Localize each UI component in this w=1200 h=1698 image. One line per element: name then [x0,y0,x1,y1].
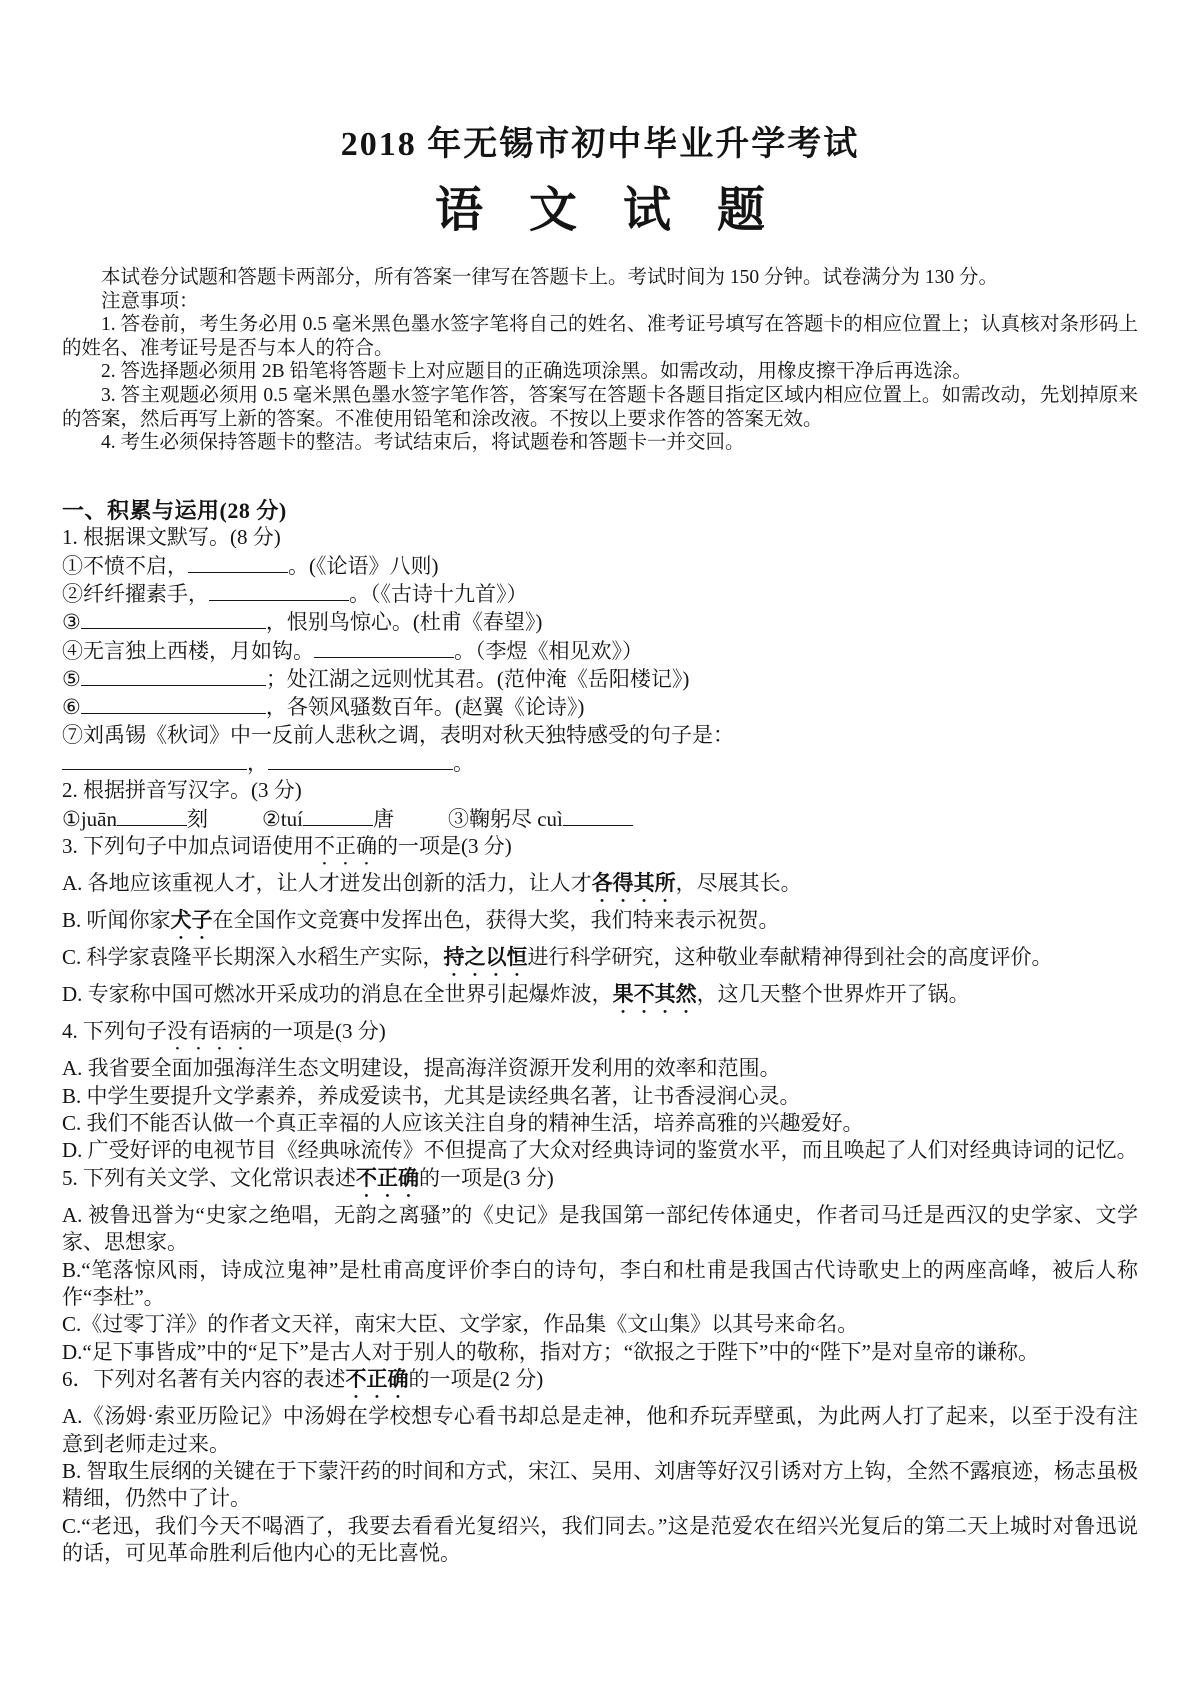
q4-prompt-pre: 4. 下列句子 [62,1019,167,1044]
q6-prompt-post: 的一项是(2 分) [408,1367,544,1392]
q3-option-d-post: ，这几天整个世界炸开了锅。 [696,982,970,1007]
note-item-2: 2. 答选择题必须用 2B 铅笔将答题卡上对应题目的正确选项涂黑。如需改动，用橡皮擦干净后再选涂。 [101,361,973,383]
q2-item-2-pinyin: ②tuí [261,806,303,831]
q2-item-1-char: 刻 [186,806,208,831]
q3-option-c-pre: C. 科学家袁隆平长期深入水稻生产实际， [62,945,444,970]
q3-option-d [62,981,1138,1018]
q3-prompt-emphasis: 不正确 [314,834,377,859]
q5-prompt [62,1165,1138,1202]
q6-option-b: B. 智取生辰纲的关键在于下蒙汗药的时间和方式，宋江、吴用、刘唐等好汉引诱对方上钩，全然不露痕迹，杨志虽极精细，仍然中了计。 [62,1459,1138,1511]
q5-prompt-emphasis: 不正确 [356,1165,419,1190]
q1-item-7: ⑦刘禹锡《秋词》中一反前人悲秋之调，表明对秋天独特感受的句子是： [62,722,734,747]
exam-summary: 本试卷分试题和答题卡两部分，所有答案一律写在答题卡上。考试时间为 150 分钟。试卷满分为 130 分。 [101,267,999,288]
exam-title: 2018 年无锡市初中毕业升学考试 [340,126,860,163]
q5-prompt-post: 的一项是(3 分) [419,1165,554,1190]
q3-option-b [62,907,1138,944]
q1-item-4 [62,637,1138,665]
section-heading: 一、积累与运用(28 分) [62,497,287,523]
q3-prompt-post: 的一项是(3 分) [377,834,512,859]
section-1 [62,497,1138,1568]
q5-option-b: B.“笔落惊风雨，诗成泣鬼神”是杜甫高度评价李白的诗句，李白和杜甫是我国古代诗歌史上的两座高峰，被后人称作“李杜”。 [62,1257,1138,1309]
q3-option-c-post: 进行科学研究，这种敬业奉献精神得到社会的高度评价。 [527,945,1053,970]
q1-item-3 [62,608,1138,636]
q4-option-d: D. 广受好评的电视节目《经典咏流传》不但提高了大众对经典诗词的鉴赏水平，而且唤起了人们对经典诗词的记忆。 [62,1138,1138,1163]
q3-option-b-emphasis: 犬子 [170,908,213,933]
answer-blank [81,665,266,686]
q1-item-7-period: 。 [453,750,474,775]
q1-item-6-num: ⑥ [62,695,81,720]
q6-option-c: C.“老迅，我们今天不喝酒了，我要去看看光复绍兴，我们同去。”这是范爱农在绍兴光复后的第二天上城时对鲁迅说的话，可见革命胜利后他内心的无比喜悦。 [62,1513,1138,1566]
q3-option-a-emphasis: 各得其所 [591,871,676,896]
answer-blank [62,749,247,770]
answer-blank [81,608,266,629]
q3-option-a-pre: A. 各地应该重视人才，让人才迸发出创新的活力，让人才 [62,871,592,896]
q4-prompt-emphasis: 没有语病 [167,1019,251,1044]
q3-option-a-post: ，尽展其长。 [675,871,802,896]
note-item-1: 1. 答卷前，考生务必用 0.5 毫米黑色墨水签字笔将自己的姓名、准考证号填写在答题卡的相应位置上；认真核对条形码上的姓名、准考证号是否与本人的符合。 [62,314,1138,359]
q4-option-b: B. 中学生要提升文学素养，养成爱读书，尤其是读经典名著，让书香浸润心灵。 [62,1083,801,1108]
q2-item-2-char: 唐 [372,806,394,831]
q2-item-1-pinyin: ①juān [62,806,117,831]
q5-option-a: A. 被鲁迅誉为“史家之绝唱，无韵之离骚”的《史记》是我国第一部纪传体通史，作者司马迁是西汉的史学家、文学家、思想家。 [62,1202,1138,1255]
q3-prompt-pre: 3. 下列句子中加点词语使用 [62,834,314,859]
notes-title: 注意事项： [101,290,199,312]
q4-prompt [62,1018,1138,1055]
answer-blank [563,805,633,826]
q1-item-7-separator: ， [247,750,268,775]
q1-item-1-source: 。(《论语》八则) [288,553,439,578]
q1-item-5-text: ；处江湖之远则忧其君。(范仲淹《岳阳楼记》) [265,666,690,691]
q1-item-1 [62,552,1138,580]
answer-blank [209,580,349,601]
exam-instructions [62,266,1138,455]
q3-option-b-pre: B. 听闻你家 [62,908,171,933]
q5-option-d: D.“足下事皆成”中的“足下”是古人对于别人的敬称，指对方；“欲报之于陛下”中的“陛下”是对皇帝的谦称。 [62,1339,1039,1364]
q3-option-d-pre: D. 专家称中国可燃冰开采成功的消息在全世界引起爆炸波， [62,982,613,1007]
answer-blank [117,805,187,826]
note-item-3: 3. 答主观题必须用 0.5 毫米黑色墨水签字笔作答，答案写在答题卡各题目指定区域内相应位置上。如需改动，先划掉原来的答案，然后再写上新的答案。不准使用铅笔和涂改液。不按以上要求作答的答案无效。 [62,384,1138,430]
q1-item-3-text: ，恨别鸟惊心。(杜甫《春望》) [265,610,543,635]
q1-item-5-num: ⑤ [62,666,81,691]
q2-item-3-pinyin: ③鞠躬尽 cuì [447,806,563,831]
q2-prompt: 2. 根据拼音写汉字。(3 分) [62,778,302,803]
q1-item-4-text: ④无言独上西楼，月如钩。 [62,638,314,663]
q4-option-a: A. 我省要全面加强海洋生态文明建设，提高海洋资源开发利用的效率和范围。 [62,1056,781,1081]
paper-title: 语 文 试 题 [434,184,765,237]
q4-option-c: C. 我们不能否认做一个真正幸福的人应该关注自身的精神生活，培养高雅的兴趣爱好。 [62,1110,864,1135]
q3-option-d-emphasis: 果不其然 [612,982,697,1007]
q2-items [62,805,1138,833]
q1-item-1-text: ①不愤不启， [62,553,188,578]
q6-option-a: A.《汤姆·索亚历险记》中汤姆在学校想专心看书却总是走神，他和乔玩弄壁虱，为此两人打了起来，以至于没有注意到老师走过来。 [62,1404,1138,1456]
q3-option-a [62,870,1138,907]
q6-prompt [62,1366,1138,1403]
q6-prompt-pre: 6．下列对名著有关内容的表述 [62,1367,346,1392]
q1-item-2-source: 。（《古诗十九首》） [349,581,528,606]
q1-item-5 [62,665,1138,693]
q4-prompt-post: 的一项是(3 分) [251,1019,386,1044]
q1-item-4-source: 。（李煜《相见欢》） [454,638,643,663]
q1-item-7-answer-line [62,749,1138,777]
answer-blank [81,693,266,714]
q1-item-2-text: ②纤纤擢素手， [62,581,209,606]
q1-prompt: 1. 根据课文默写。(8 分) [62,525,281,550]
q6-prompt-emphasis: 不正确 [345,1367,409,1392]
q1-item-6 [62,693,1138,721]
q1-item-2 [62,580,1138,608]
q5-prompt-pre: 5. 下列有关文学、文化常识表述 [62,1165,356,1190]
q3-prompt [62,833,1138,870]
q5-option-c: C.《过零丁洋》的作者文天祥，南宋大臣、文学家，作品集《文山集》以其号来命名。 [62,1312,859,1337]
q1-item-6-text: ，各领风骚数百年。(赵翼《论诗》) [265,695,585,720]
note-item-4: 4. 考生必须保持答题卡的整洁。考试结束后，将试题卷和答题卡一并交回。 [101,432,745,454]
answer-blank [268,749,453,770]
answer-blank [188,552,288,573]
answer-blank [314,637,454,658]
q3-option-c-emphasis: 持之以恒 [443,945,528,970]
q3-option-b-post: 在全国作文竞赛中发挥出色，获得大奖，我们特来表示祝贺。 [212,908,780,933]
answer-blank [303,805,373,826]
q3-option-c [62,944,1138,981]
q1-item-3-num: ③ [62,610,81,635]
